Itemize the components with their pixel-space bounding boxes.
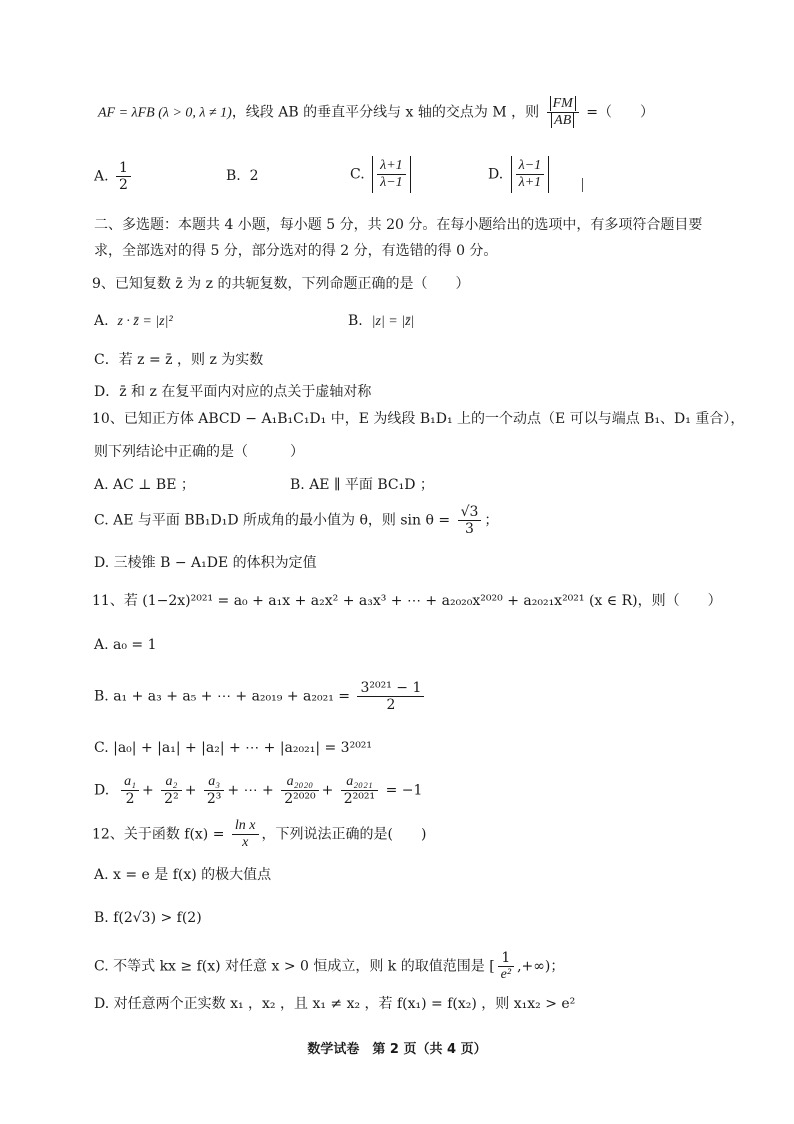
- stray-mark: [582, 178, 583, 192]
- q11-stem: 11、若 (1−2x)²⁰²¹ = a₀ + a₁x + a₂x² + a₃x³ + ⋯ + a₂₀₂₀x²⁰²⁰ + a₂₀₂₁x²⁰²¹ (x ∈ R)，则（ ）: [92, 593, 722, 609]
- q10-option-b: B. AE ∥ 平面 BC₁D ；: [290, 477, 434, 493]
- q8-option-c: C. $\frac{\lambda+1}{\lambda-1}$: [350, 156, 414, 193]
- q12-option-a: A. x = e 是 f(x) 的极大值点: [94, 867, 272, 883]
- q9-option-d: D．z̄ 和 z 在复平面内对应的点关于虚轴对称: [94, 384, 372, 400]
- q10-option-d: D. 三棱锥 B − A₁DE 的体积为定值: [94, 555, 317, 571]
- section-2-line-1: 二、多选题：本题共 4 小题，每小题 5 分，共 20 分。在每小题给出的选项中，有多项符合题目要: [94, 217, 703, 233]
- q11-option-a: A. a₀ = 1: [94, 637, 157, 653]
- q9-option-c: C．若 z = z̄ ，则 z 为实数: [94, 352, 264, 368]
- q11-option-b: B. a₁ + a₃ + a₅ + ⋯ + a₂₀₁₉ + a₂₀₂₁ = $\frac{\text{3²⁰²¹ − 1}}{2}$: [94, 680, 427, 713]
- q10-option-c: C. AE 与平面 BB₁D₁D 所成角的最小值为 θ，则 sin θ = $\frac{√3}{3}$ ；: [94, 504, 499, 538]
- q8-option-d: D. $\frac{\lambda-1}{\lambda+1}$: [488, 156, 552, 193]
- q8-stem: [98, 96, 654, 129]
- q10-option-a: A. AC ⊥ BE ；: [94, 477, 195, 493]
- page-footer: 数学试卷 第 2 页（共 4 页）: [307, 1042, 487, 1057]
- q12-option-c: C. 不等式 kx ≥ f(x) 对任意 x > 0 恒成立，则 k 的取值范围是 [ $\frac{1}{\text{e²}}$ ,+∞)；: [94, 950, 565, 983]
- q12-option-b: B. f(2√3) > f(2): [94, 910, 202, 926]
- q10-stem-line-1: 10、已知正方体 ABCD − A₁B₁C₁D₁ 中，E 为线段 B₁D₁ 上的一个动点（E 可以与端点 B₁、D₁ 重合），: [92, 411, 745, 427]
- q10-stem-line-2: 则下列结论中正确的是（ ）: [94, 444, 304, 460]
- q8-ratio: $\frac{FM}{AB}$: [547, 96, 579, 129]
- q12-option-d: D. 对任意两个正实数 x₁ ，x₂ ，且 x₁ ≠ x₂ ，若 f(x₁) = f(x₂) ，则 x₁x₂ > e²: [94, 996, 576, 1012]
- q9-stem: 9、已知复数 z̄ 为 z 的共轭复数，下列命题正确的是（ ）: [92, 276, 470, 292]
- q9-option-b: B. |z| = |z̄|: [348, 313, 415, 329]
- q8-option-a: A. $\frac{1}{2}$: [94, 160, 134, 193]
- q12-stem: 12、关于函数 f(x) = $\frac{\text{ln x}}{x}$ ，下列说法正确的是( ): [92, 818, 427, 851]
- q11-option-d: D. $\frac{\text{a₁}}{2}$ + $\frac{\text{a₂}}{\text{2²}}$ + $\frac{\text{a₃}}{\text{2³}}$ + ⋯ + $\frac{\text{a₂₀₂₀}}{\text{2²⁰²⁰}}$ + $\frac{\text{a₂₀₂₁}}{\text{2²⁰²¹}}$ = −1: [94, 774, 423, 808]
- q8-tail: =（ ）: [586, 104, 655, 121]
- q8-text: ，线段 AB 的垂直平分线与 x 轴的交点为 M ，则: [231, 104, 540, 121]
- q11-option-c: C. |a₀| + |a₁| + |a₂| + ⋯ + |a₂₀₂₁| = 3²⁰²¹: [94, 740, 373, 756]
- section-2-line-2: 求，全部选对的得 5 分，部分选对的得 2 分，有选错的得 0 分。: [94, 243, 498, 259]
- q8-option-b: B. 2: [226, 168, 259, 184]
- q9-option-a: A. z · z̄ = |z|²: [94, 313, 173, 329]
- q8-condition: AF = λFB (λ > 0, λ ≠ 1): [98, 105, 232, 121]
